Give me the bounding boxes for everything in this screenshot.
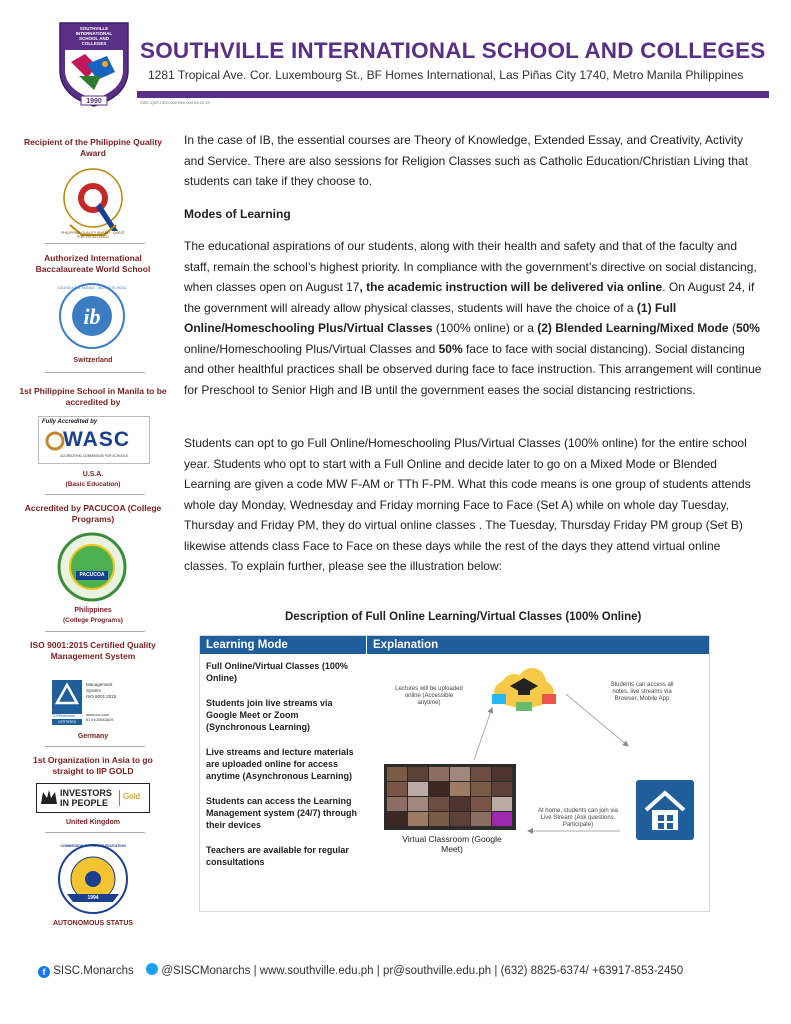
ib-seal — [56, 282, 128, 350]
video-tile — [492, 812, 512, 826]
iip-name-line1: INVESTORS — [60, 788, 112, 798]
header-rule — [137, 91, 769, 98]
paragraph-ib: In the case of IB, the essential courses are Theory of Knowledge, Extended Essay, and Creativity, Activity and Service. There are also sessions for Religion Classes such as Catholic Education/Christian Living that students can take if they choose to. — [184, 133, 749, 188]
document-code: SISC-QSF-CEO-002 Rev 004 03.20.19 — [140, 100, 210, 105]
pqa-seal — [60, 165, 126, 241]
iip-title: 1st Organization in Asia to go straight to IIP GOLD — [33, 755, 153, 776]
iso-country: Germany — [77, 733, 109, 740]
school-address: 1281 Tropical Ave. Cor. Luxembourg St., BF Homes International, Las Piñas City 1740, Metro Manila Philippines — [148, 68, 744, 82]
iip-crown-icon — [40, 788, 58, 808]
learning-mode-figure — [199, 635, 710, 912]
twitter-icon — [146, 963, 158, 975]
facebook-handle[interactable]: SISC.Monarchs — [53, 965, 134, 977]
sidebar-divider — [45, 832, 145, 833]
wasc-badge — [38, 416, 150, 464]
phone-numbers: (632) 8825-6374/ +63917-853-2450 — [500, 965, 684, 977]
facebook-icon: f — [38, 966, 50, 978]
sidebar-divider — [45, 494, 145, 495]
pacucoa-title: Accredited by PACUCOA (College Programs) — [24, 503, 162, 524]
wasc-sub: ACCREDITING COMMISSION FOR SCHOOLS — [60, 454, 128, 458]
pqa-title: Recipient of the Philippine Quality Award — [24, 137, 162, 158]
mode-item: Teachers are available for regular consultations — [206, 845, 349, 867]
video-tile — [450, 812, 470, 826]
wasc-fully: Fully Accredited by — [42, 419, 98, 425]
wasc-name: WASC — [63, 428, 130, 451]
iip-gold: Gold — [123, 792, 140, 801]
iip-name-line2: IN PEOPLE — [60, 798, 109, 808]
note-upload: Lectures will be uploaded online (Accessible anytime) — [395, 686, 463, 706]
iip-country: United Kingdom — [65, 819, 121, 826]
video-tile — [408, 767, 428, 781]
sidebar-divider — [45, 372, 145, 373]
video-tile — [387, 767, 407, 781]
pacucoa-country: Philippines — [74, 607, 112, 614]
wasc-emblem-icon — [45, 431, 65, 451]
video-tile — [408, 812, 428, 826]
figure-caption: Description of Full Online Learning/Virtual Classes (100% Online) — [285, 611, 642, 623]
video-tile — [450, 782, 470, 796]
pqa-ring-text: PHILIPPINE QUALITY AWARD · QUEST FOR EXCELLENCE — [61, 231, 125, 239]
footer-separator: | — [376, 965, 380, 977]
paragraph-options: Students can opt to go Full Online/Homeschooling Plus/Virtual Classes (100% online) for the entire school year. Students who opt to start with a Full Online and decide later to go on a Mixed Mode or Blended Learning are given a code MW F-AM or TTh F-PM. What this code means is one group of students attends whole day Monday, Wednesday and Friday morning Face to Face (Set A) while on whole day Tuesday, Thursday and Friday PM, they do virtual online classes . The Tuesday, Thursday Friday PM group (Set B) likewise attends class Face to Face on these days while the rest of the days they attend virtual online classes. To explain further, please see the illustration below: — [184, 436, 751, 573]
wasc-country: U.S.A. — [82, 471, 104, 478]
video-tile — [387, 812, 407, 826]
pacucoa-level: (College Programs) — [63, 617, 123, 624]
sidebar-divider — [45, 631, 145, 632]
video-tile — [492, 767, 512, 781]
video-tile — [429, 812, 449, 826]
ched-status: AUTONOMOUS STATUS — [52, 920, 134, 927]
video-tile — [471, 767, 491, 781]
tuv-line3: ISO 9001:2015 — [86, 694, 117, 699]
pacucoa-name: PACUCOA — [79, 572, 105, 578]
svg-text:ib: ib — [83, 304, 101, 329]
video-tile — [429, 767, 449, 781]
tuv-badge — [52, 680, 136, 726]
ib-country: Switzerland — [73, 357, 113, 364]
school-logo — [57, 20, 131, 108]
wasc-title: 1st Philippine School in Manila to be accredited by — [19, 386, 167, 407]
tuv-brand: TÜVRheinland — [52, 714, 75, 718]
tuv-url: www.tuv.com — [86, 712, 110, 717]
explanation-column — [366, 636, 709, 911]
tuv-line1: Management — [86, 682, 113, 687]
tuv-id: ID 9105083829 — [86, 717, 114, 722]
iip-badge — [36, 783, 150, 813]
video-tile — [471, 797, 491, 811]
note-home: At home, students can join via Live Stream (Ask questions, Participate) — [537, 808, 619, 828]
ib-title: Authorized International Baccalaureate World School — [35, 253, 151, 274]
explanation-header: Explanation — [366, 636, 709, 654]
logo-text: SOUTHVILLE INTERNATIONAL SCHOOL AND COLLEGES — [75, 26, 113, 46]
wasc-level: (Basic Education) — [65, 481, 121, 488]
sidebar-divider — [45, 243, 145, 244]
ib-ring-text: COLEGIO DEL MUNDO · WORLD SCHOOL — [57, 286, 127, 290]
school-name: SOUTHVILLE INTERNATIONAL SCHOOL AND COLLEGES — [140, 38, 766, 63]
home-icon — [636, 780, 694, 840]
ched-ring-text: COMMISSION ON HIGHER EDUCATION — [60, 844, 126, 848]
mode-item: Live streams and lecture materials are uploaded online for access anytime (Asynchronous Learning) — [206, 747, 354, 781]
pacucoa-seal — [56, 531, 128, 603]
note-access: Students can access all notes, live streams via Browser, Mobile App — [610, 682, 674, 702]
ched-seal — [55, 842, 131, 916]
iso-title: ISO 9001:2015 Certified Quality Management System — [30, 640, 156, 661]
mode-item: Students can access the Learning Management system (24/7) through their devices — [206, 796, 358, 830]
modes-heading: Modes of Learning — [184, 207, 291, 221]
video-tile — [387, 797, 407, 811]
video-tile — [450, 797, 470, 811]
tuv-line2: System — [86, 688, 102, 693]
paragraph-modes: The educational aspirations of our students, along with their health and safety and that of the faculty and staff, remain the school’s highest priority. In compliance with the government’s directive on social distancing, when classes open on August 17, the academic instruction will be delivered via online. On August 24, if the government will already allow physical classes, students will have the choice of a (1) Full Online/Homeschooling Plus/Virtual Classes (100% online) or a (2) Blended Learning/Mixed Mode (50% online/Homeschooling Plus/Virtual Classes and 50% face to face with social distancing). Social distancing and other healthful practices shall be observed during face to face instruction. This arrangement will continue for Preschool to Senior High and IB until the government eases the social distancing restrictions. — [184, 239, 762, 397]
video-tile — [450, 767, 470, 781]
video-tile — [408, 797, 428, 811]
video-tile — [471, 812, 491, 826]
ched-year: 1994 — [87, 895, 99, 901]
tuv-mark-icon — [52, 680, 82, 714]
mode-item: Students join live streams via Google Meet or Zoom (Synchronous Learning) — [206, 698, 333, 732]
video-tile — [429, 797, 449, 811]
email-link[interactable]: pr@southville.edu.ph — [382, 965, 492, 977]
footer-separator: | — [494, 965, 498, 977]
learning-mode-column — [200, 636, 366, 911]
website-link[interactable]: www.southville.edu.ph — [259, 965, 374, 977]
video-tile — [429, 782, 449, 796]
footer-separator: | — [253, 965, 257, 977]
footer — [38, 963, 683, 978]
logo-year: 1990 — [86, 98, 102, 105]
twitter-handle[interactable]: @SISCMonarchs — [161, 965, 251, 977]
virtual-classroom-image — [384, 764, 516, 830]
video-tile — [492, 797, 512, 811]
video-tile — [387, 782, 407, 796]
mode-item: Full Online/Virtual Classes (100% Online) — [206, 661, 348, 683]
sidebar-divider — [45, 746, 145, 747]
video-tile — [492, 782, 512, 796]
video-tile — [408, 782, 428, 796]
tuv-cert: CERTIFIED — [52, 719, 82, 725]
virtual-classroom-label: Virtual Classroom (Google Meet) — [402, 834, 502, 854]
video-tile — [471, 782, 491, 796]
learning-mode-header: Learning Mode — [200, 636, 366, 654]
